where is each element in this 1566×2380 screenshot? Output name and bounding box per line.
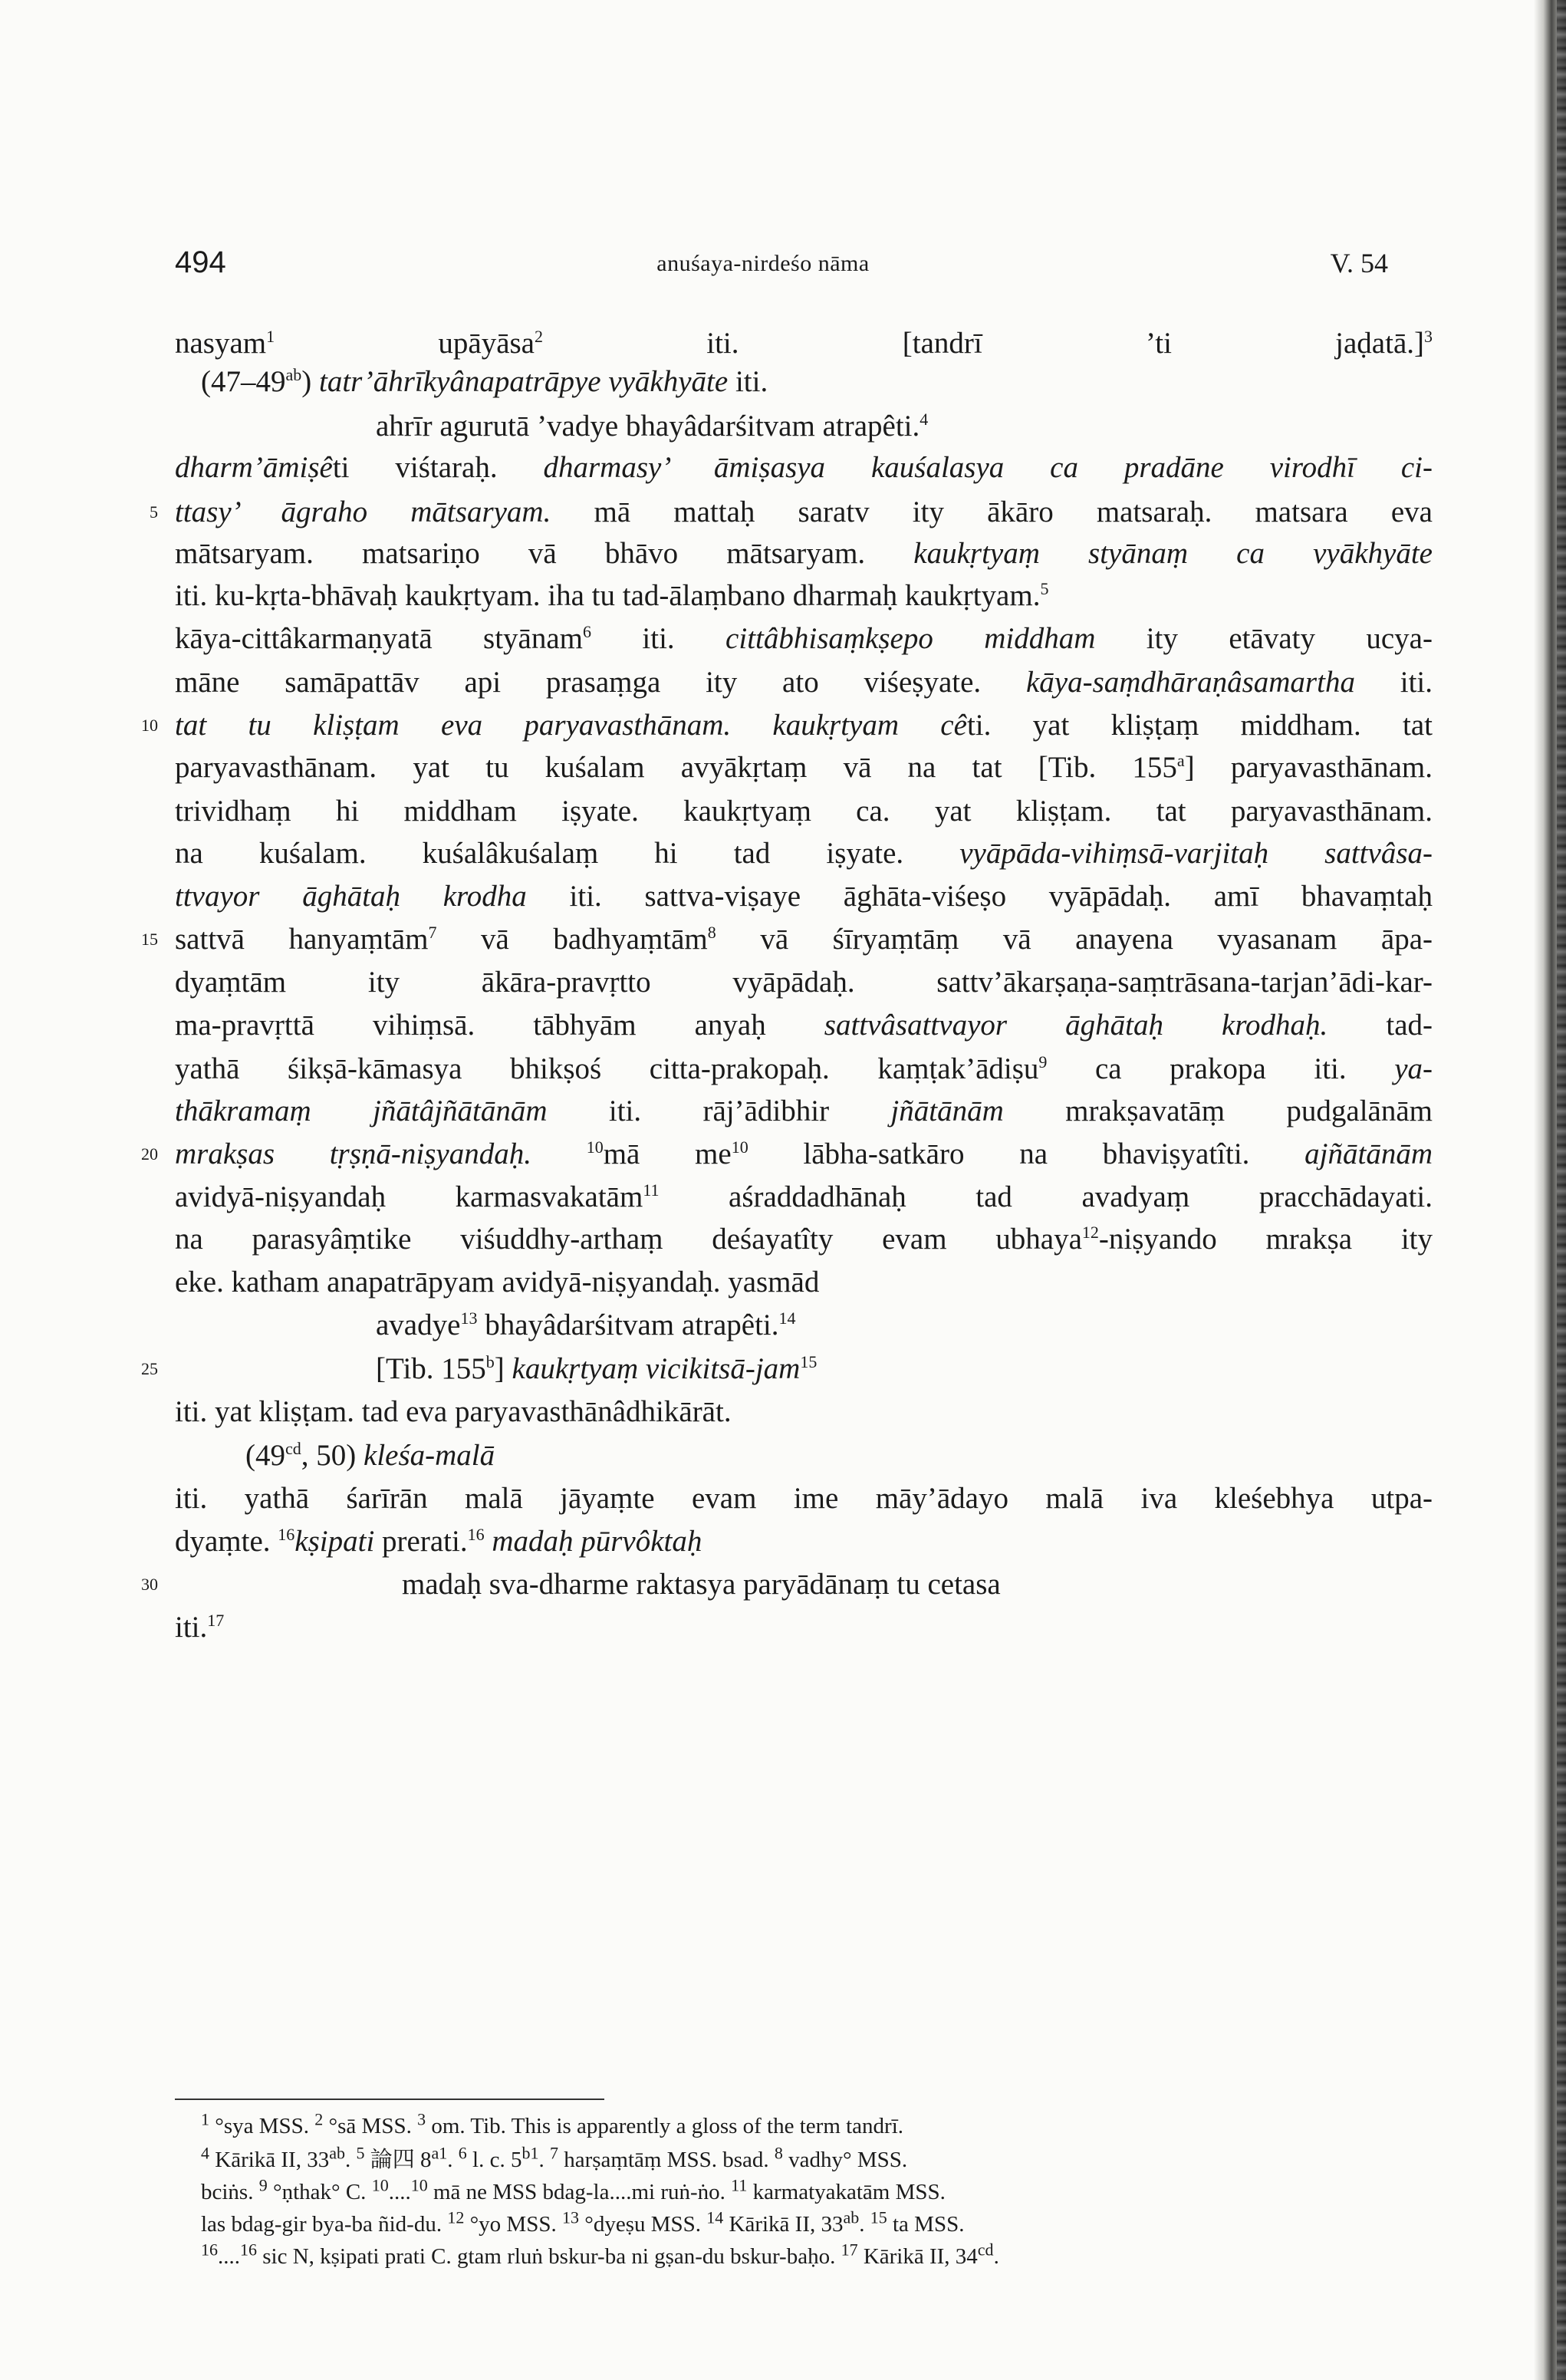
line-number-25: 25 bbox=[141, 1359, 158, 1378]
footnote-line-3: bciṅs. $^9$ °ṇthak° C. $^{10}$....$^{10}$ mā ne MSS bdag-la....mi ruṅ-ṅo. $^{11}$ karmatyakatām MSS. bbox=[201, 2175, 946, 2204]
line-number-30: 30 bbox=[141, 1575, 158, 1594]
running-title: anuśaya-nirdeśo nāma bbox=[656, 251, 870, 276]
page-header bbox=[0, 245, 1526, 284]
text-line-11: paryavasthānam. yat tu kuśalam avyākṛtaṃ vā na tat [Tib. 155$^a$] paryavasthānam. bbox=[175, 751, 1433, 784]
text-line-7: iti. ku-kṛta-bhāvaḥ kaukṛtyam. iha tu tad-ālaṃbano dharmaḥ kaukṛtyam.$^5$ bbox=[175, 579, 1049, 612]
text-line-6: mātsaryam. matsariṇo vā bhāvo mātsaryam. kaukṛtyaṃ styānaṃ ca vyākhyāte bbox=[175, 537, 1433, 570]
text-line-14: ttvayor āghātaḥ krodha iti. sattva-viṣaye āghāta-viśeṣo vyāpādaḥ. amī bhavaṃtaḥ bbox=[175, 880, 1433, 913]
footnote-line-4: las bdag-gir bya-ba ñid-du. $^{12}$ °yo MSS. $^{13}$ °dyeṣu MSS. $^{14}$ Kārikā II, $33^{ab}$. $^{15}$ ta MSS. bbox=[201, 2207, 965, 2237]
text-line-1: nasyam$^1$ upāyāsa$^2$ iti. [tandrī ’ti jaḍatā.]$^3$ bbox=[175, 327, 1433, 360]
footnote-rule bbox=[175, 2099, 604, 2100]
text-line-23: eke. katham anapatrāpyam avidyā-niṣyandaḥ. yasmād bbox=[175, 1266, 820, 1299]
text-line-25: [Tib. 155$^b$] kaukṛtyaṃ vicikitsā-jam$^{15}$ bbox=[376, 1352, 818, 1385]
text-line-31: iti.$^{17}$ bbox=[175, 1611, 225, 1644]
page-number: 494 bbox=[175, 245, 226, 279]
text-line-22: na parasyâṃtike viśuddhy-arthaṃ deśayatîty evam ubhaya$^{12}$-niṣyando mrakṣa ity bbox=[175, 1223, 1433, 1256]
text-line-17: ma-pravṛttā vihiṃsā. tābhyām anyaḥ sattvâsattvayor āghātaḥ krodhaḥ. tad- bbox=[175, 1009, 1433, 1042]
text-line-16: dyaṃtām ity ākāra-pravṛtto vyāpādaḥ. sattv’ākarṣaṇa-saṃtrāsana-tarjan’ādi-kar- bbox=[175, 966, 1433, 999]
text-line-9: māne samāpattāv api prasaṃga ity ato viśeṣyate. kāya-saṃdhāraṇâsamartha iti. bbox=[175, 666, 1433, 699]
line-number-15: 15 bbox=[141, 930, 158, 949]
text-line-12: trividhaṃ hi middham iṣyate. kaukṛtyaṃ ca. yat kliṣṭam. tat paryavasthānam. bbox=[175, 795, 1433, 828]
text-line-13: na kuśalam. kuśalâkuśalaṃ hi tad iṣyate. vyāpāda-vihiṃsā-varjitaḥ sattvâsa- bbox=[175, 837, 1433, 870]
text-line-28: iti. yathā śarīrān malā jāyaṃte evam ime māy’ādayo malā iva kleśebhya utpa- bbox=[175, 1482, 1433, 1515]
text-line-2: $(47-49^{ab})$ tatr’āhrīkyânapatrāpye vyākhyāte iti. bbox=[201, 365, 768, 398]
footnote-line-1: $^1$ °sya MSS. $^2$ °sā MSS. $^3$ om. Tib. This is apparently a gloss of the term tandrī. bbox=[201, 2109, 904, 2138]
text-line-24: avadye$^{13}$ bhayâdarśitvam atrapêti.$^{14}$ bbox=[376, 1309, 796, 1341]
text-line-18: yathā śikṣā-kāmasya bhikṣoś citta-prakopaḥ. kaṃṭak’ādiṣu$^9$ ca prakopa iti. ya- bbox=[175, 1052, 1433, 1085]
text-line-8: kāya-cittâkarmaṇyatā styānam$^6$ iti. cittâbhisaṃkṣepo middham ity etāvaty ucya- bbox=[175, 622, 1433, 655]
text-line-30: madaḥ sva-dharme raktasya paryādānaṃ tu cetasa bbox=[402, 1568, 1001, 1601]
section-reference: V. 54 bbox=[1330, 248, 1388, 278]
text-line-29: dyaṃte. $^{16}$kṣipati prerati.$^{16}$ madaḥ pūrvôktaḥ bbox=[175, 1525, 702, 1558]
text-line-27: ($49^{cd}$, 50) kleśa-malā bbox=[245, 1439, 495, 1472]
footnote-line-5: $^{16}$....$^{16}$ sic N, kṣipati prati C. gtam rluṅ bskur-ba ni gṣan-du bskur-baḥo. $^{17}$ Kārikā II, $34^{cd}$. bbox=[201, 2240, 999, 2269]
text-line-10: tat tu kliṣṭam eva paryavasthānam. kaukṛtyam cêti. yat kliṣṭaṃ middham. tat bbox=[175, 709, 1433, 742]
text-line-20: mrakṣas tṛṣṇā-niṣyandaḥ. $^{10}$mā $me^{10}$ lābha-satkāro na bhaviṣyatîti. ajñātānām bbox=[175, 1137, 1433, 1170]
text-line-19: thākramaṃ jñātâjñātānām iti. rāj’ādibhir jñātānām mrakṣavatāṃ pudgalānām bbox=[175, 1095, 1433, 1127]
text-line-3: ahrīr agurutā ’vadye bhayâdarśitvam atrapêti.$^4$ bbox=[376, 410, 929, 443]
text-line-26: iti. yat kliṣṭam. tad eva paryavasthānâdhikārāt. bbox=[175, 1395, 732, 1428]
page-binding-strip bbox=[1557, 0, 1566, 2380]
line-number-10: 10 bbox=[141, 716, 158, 735]
line-number-5: 5 bbox=[150, 502, 158, 522]
text-line-4: dharm’āmiṣêti viśtaraḥ. dharmasy’ āmiṣasya kauśalasya ca pradāne virodhī ci- bbox=[175, 451, 1433, 484]
line-number-20: 20 bbox=[141, 1144, 158, 1164]
text-line-21: avidyā-niṣyandaḥ karmasvakatām$^{11}$ aśraddadhānaḥ tad avadyaṃ pracchādayati. bbox=[175, 1180, 1433, 1213]
text-line-5: ttasy’ āgraho mātsaryam. mā mattaḥ saratv ity ākāro matsaraḥ. matsara eva bbox=[175, 495, 1433, 528]
text-line-15: sattvā hanyaṃtām$^7$ vā badhyaṃtām$^8$ vā śīryaṃtāṃ vā anayena vyasanam āpa- bbox=[175, 923, 1433, 956]
footnote-line-2: $^4$ Kārikā II, $33^{ab}$. $^5$ 論四 $8^{a1}$. $^6$ l. c. $5^{b1}$. $^7$ harṣaṃtāṃ MSS. bsad. $^8$ vadhy° MSS. bbox=[201, 2143, 908, 2172]
